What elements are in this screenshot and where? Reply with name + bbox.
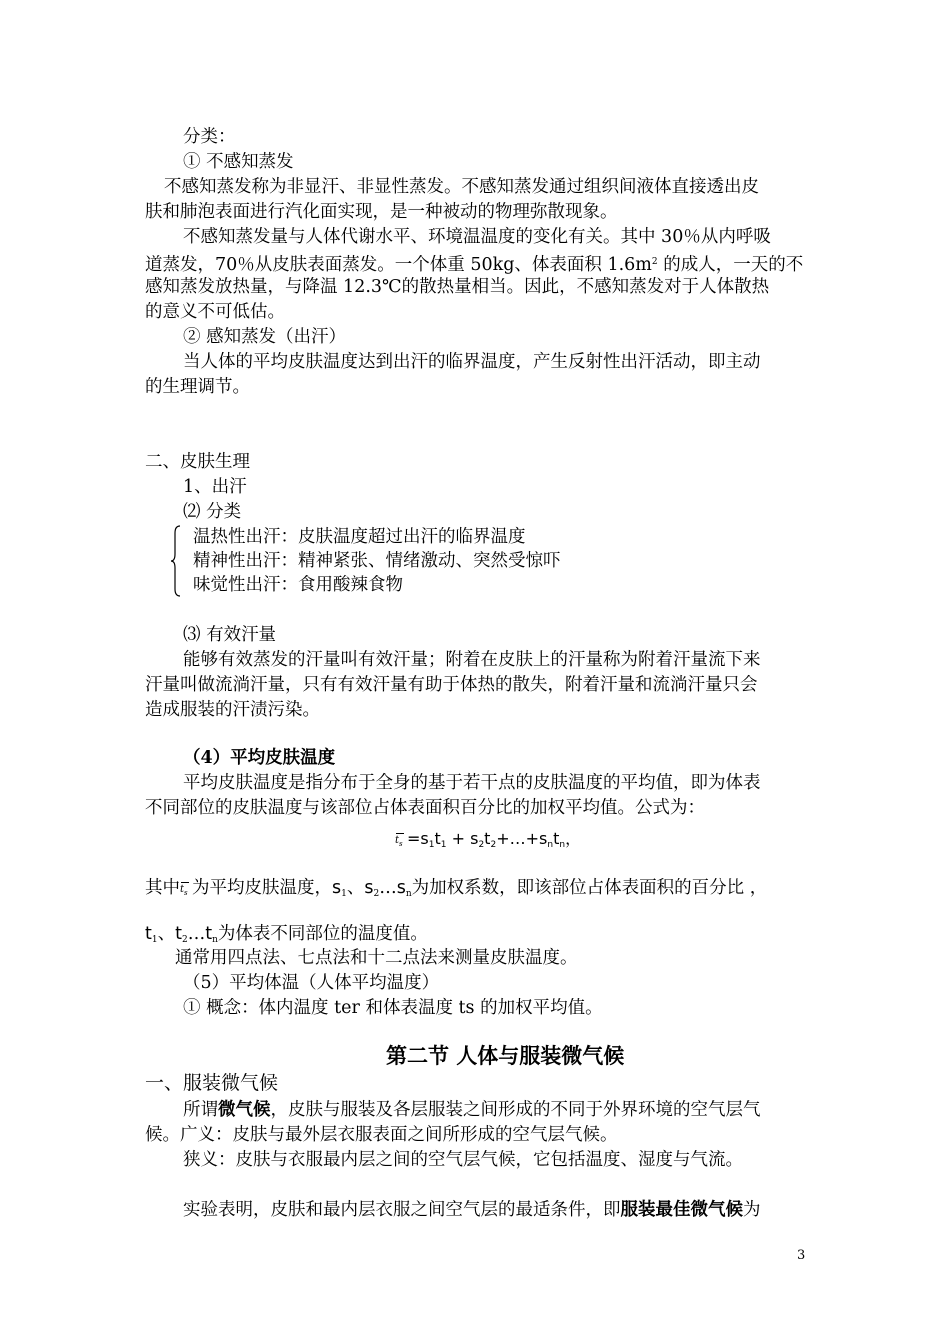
- text-line: 实验表明，皮肤和最内层衣服之间空气层的最适条件，即服装最佳微气候为: [183, 1200, 761, 1220]
- text-line: ② 感知蒸发（出汗）: [183, 327, 347, 347]
- section-title: 第二节 人体与服装微气候: [386, 1043, 625, 1068]
- text-line: 造成服装的汗渍污染。: [145, 700, 320, 720]
- text-line: 通常用四点法、七点法和十二点法来测量皮肤温度。: [175, 948, 578, 968]
- curly-brace: [171, 525, 181, 597]
- text-line: 1、出汗: [183, 477, 247, 497]
- text-line: ① 概念：体内温度 ter 和体表温度 ts 的加权平均值。: [183, 998, 603, 1018]
- t-bar-symbol: $t_s$: [395, 835, 403, 848]
- text-line: ① 不感知蒸发: [183, 152, 294, 172]
- text-line: （5）平均体温（人体平均温度）: [183, 973, 440, 993]
- text-line: ⑵ 分类: [183, 502, 242, 522]
- text-line: 不感知蒸发量与人体代谢水平、环境温温度的变化有关。其中 30％从内呼吸: [183, 227, 771, 247]
- text-line: 狭义：皮肤与衣服最内层之间的空气层气候，它包括温度、湿度与气流。: [183, 1150, 743, 1170]
- section-heading: 二、皮肤生理: [145, 452, 250, 472]
- text-line: 的生理调节。: [145, 377, 250, 397]
- text-line: 所谓微气候，皮肤与服装及各层服装之间形成的不同于外界环境的空气层气: [183, 1100, 761, 1120]
- list-item: 味觉性出汗：食用酸辣食物: [193, 575, 403, 595]
- text-line: 不同部位的皮肤温度与该部位占体表面积百分比的加权平均值。公式为：: [145, 798, 705, 818]
- text-line: 的意义不可低估。: [145, 302, 285, 322]
- formula: $t_s$ $=s_1t_1$ + $s_2t_2+\dots+s_nt_n$，: [395, 829, 582, 850]
- text-line: 不感知蒸发称为非显汗、非显性蒸发。不感知蒸发通过组织间液体直接透出皮: [164, 177, 759, 197]
- text-line: 感知蒸发放热量，与降温 12.3℃的散热量相当。因此，不感知蒸发对于人体散热: [145, 277, 770, 297]
- text-line: 当人体的平均皮肤温度达到出汗的临界温度，产生反射性出汗活动，即主动: [183, 352, 761, 372]
- list-item: 精神性出汗：精神紧张、情绪激动、突然受惊吓: [193, 551, 561, 571]
- text-span: 的成人，一天的不: [657, 255, 804, 275]
- subsection-title: （4）平均皮肤温度: [183, 748, 336, 768]
- list-item: 温热性出汗：皮肤温度超过出汗的临界温度: [193, 527, 526, 547]
- page-number: 3: [797, 1248, 806, 1263]
- text-line: 能够有效蒸发的汗量叫有效汗量；附着在皮肤上的汗量称为附着汗量流下来: [183, 650, 761, 670]
- text-line: 候。广义：皮肤与最外层衣服表面之间所形成的空气层气候。: [145, 1125, 618, 1145]
- text-line: 平均皮肤温度是指分布于全身的基于若干点的皮肤温度的平均值，即为体表: [183, 773, 761, 793]
- text-line: 肤和肺泡表面进行汽化面实现，是一种被动的物理弥散现象。: [145, 202, 618, 222]
- superscript: 2: [651, 257, 658, 267]
- text-line: [145, 250, 803, 278]
- text-span: 道蒸发，70％从皮肤表面蒸发。一个体重 50kg、体表面积 1.6m: [145, 255, 652, 275]
- text-line: 分类：: [183, 127, 236, 147]
- section-heading: 一、服装微气候: [145, 1072, 279, 1094]
- formula-explanation: $t_1$、$t_2\dots t_n$为体表不同部位的温度值。: [145, 924, 428, 945]
- text-line: ⑶ 有效汗量: [183, 625, 277, 645]
- formula-explanation: 其中 $t_s$ 为平均皮肤温度，$s_1$、$s_2\dots s_n$为加权系数，即该部位占体表面积的百分比 ，: [145, 878, 768, 899]
- t-bar-symbol: $t_s$: [180, 884, 188, 897]
- text-line: 汗量叫做流淌汗量，只有有效汗量有助于体热的散失，附着汗量和流淌汗量只会: [145, 675, 758, 695]
